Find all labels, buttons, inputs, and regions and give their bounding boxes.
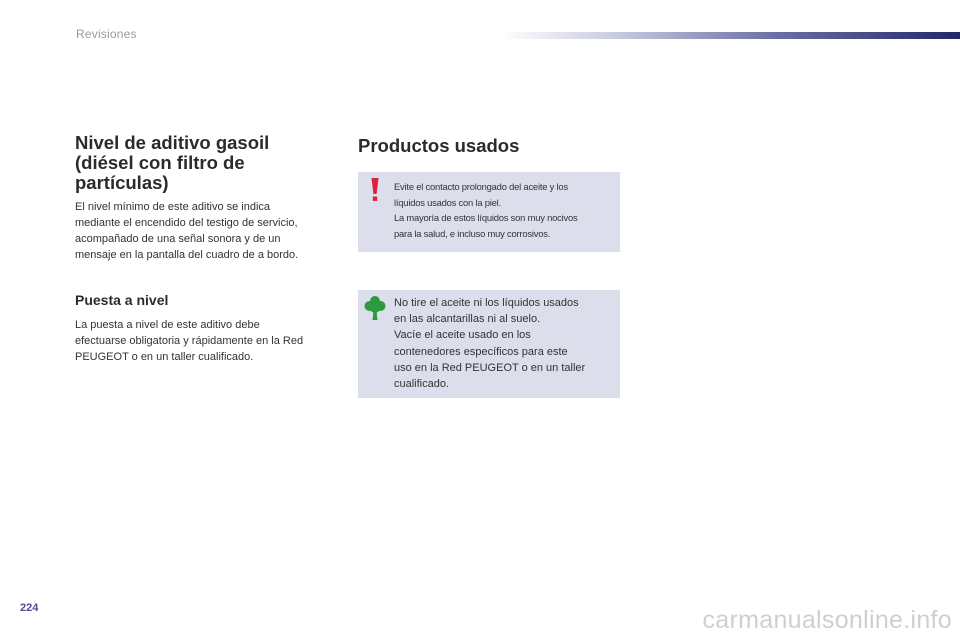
exclamation-icon	[370, 178, 380, 202]
used-products-title: Productos usados	[358, 135, 520, 156]
header-gradient-bar	[500, 32, 960, 39]
page-number: 224	[20, 602, 39, 614]
warning-text: Evite el contacto prolongado del aceite y los líquidos usados con la piel. La mayoría de estos líquidos son muy nocivos para la salud, e incluso muy corrosivos.	[394, 181, 578, 239]
environment-box	[358, 290, 620, 398]
refill-text: La puesta a nivel de este aditivo debe efectuarse obligatoria y rápidamente en la Red PEUGEOT o en un taller cualificado.	[75, 319, 304, 363]
additive-level-title: Nivel de aditivo gasoil (diésel con filtro de partículas)	[75, 132, 270, 193]
section-label: Revisiones	[76, 27, 137, 41]
tree-icon	[364, 295, 386, 321]
additive-level-text: El nivel mínimo de este aditivo se indica mediante el encendido del testigo de servicio, acompañado de una señal sonora y de un mensaje en la pantalla del cuadro de a bordo.	[75, 201, 299, 261]
refill-subtitle: Puesta a nivel	[75, 292, 169, 308]
watermark: carmanualsonline.info	[702, 606, 952, 634]
environment-text: No tire el aceite ni los líquidos usados en las alcantarillas ni al suelo. Vacíe el aceite usado en los contenedores específicos para este uso en la Red PEUGEOT o en un taller cualificado.	[394, 297, 586, 391]
warning-box	[358, 172, 620, 252]
